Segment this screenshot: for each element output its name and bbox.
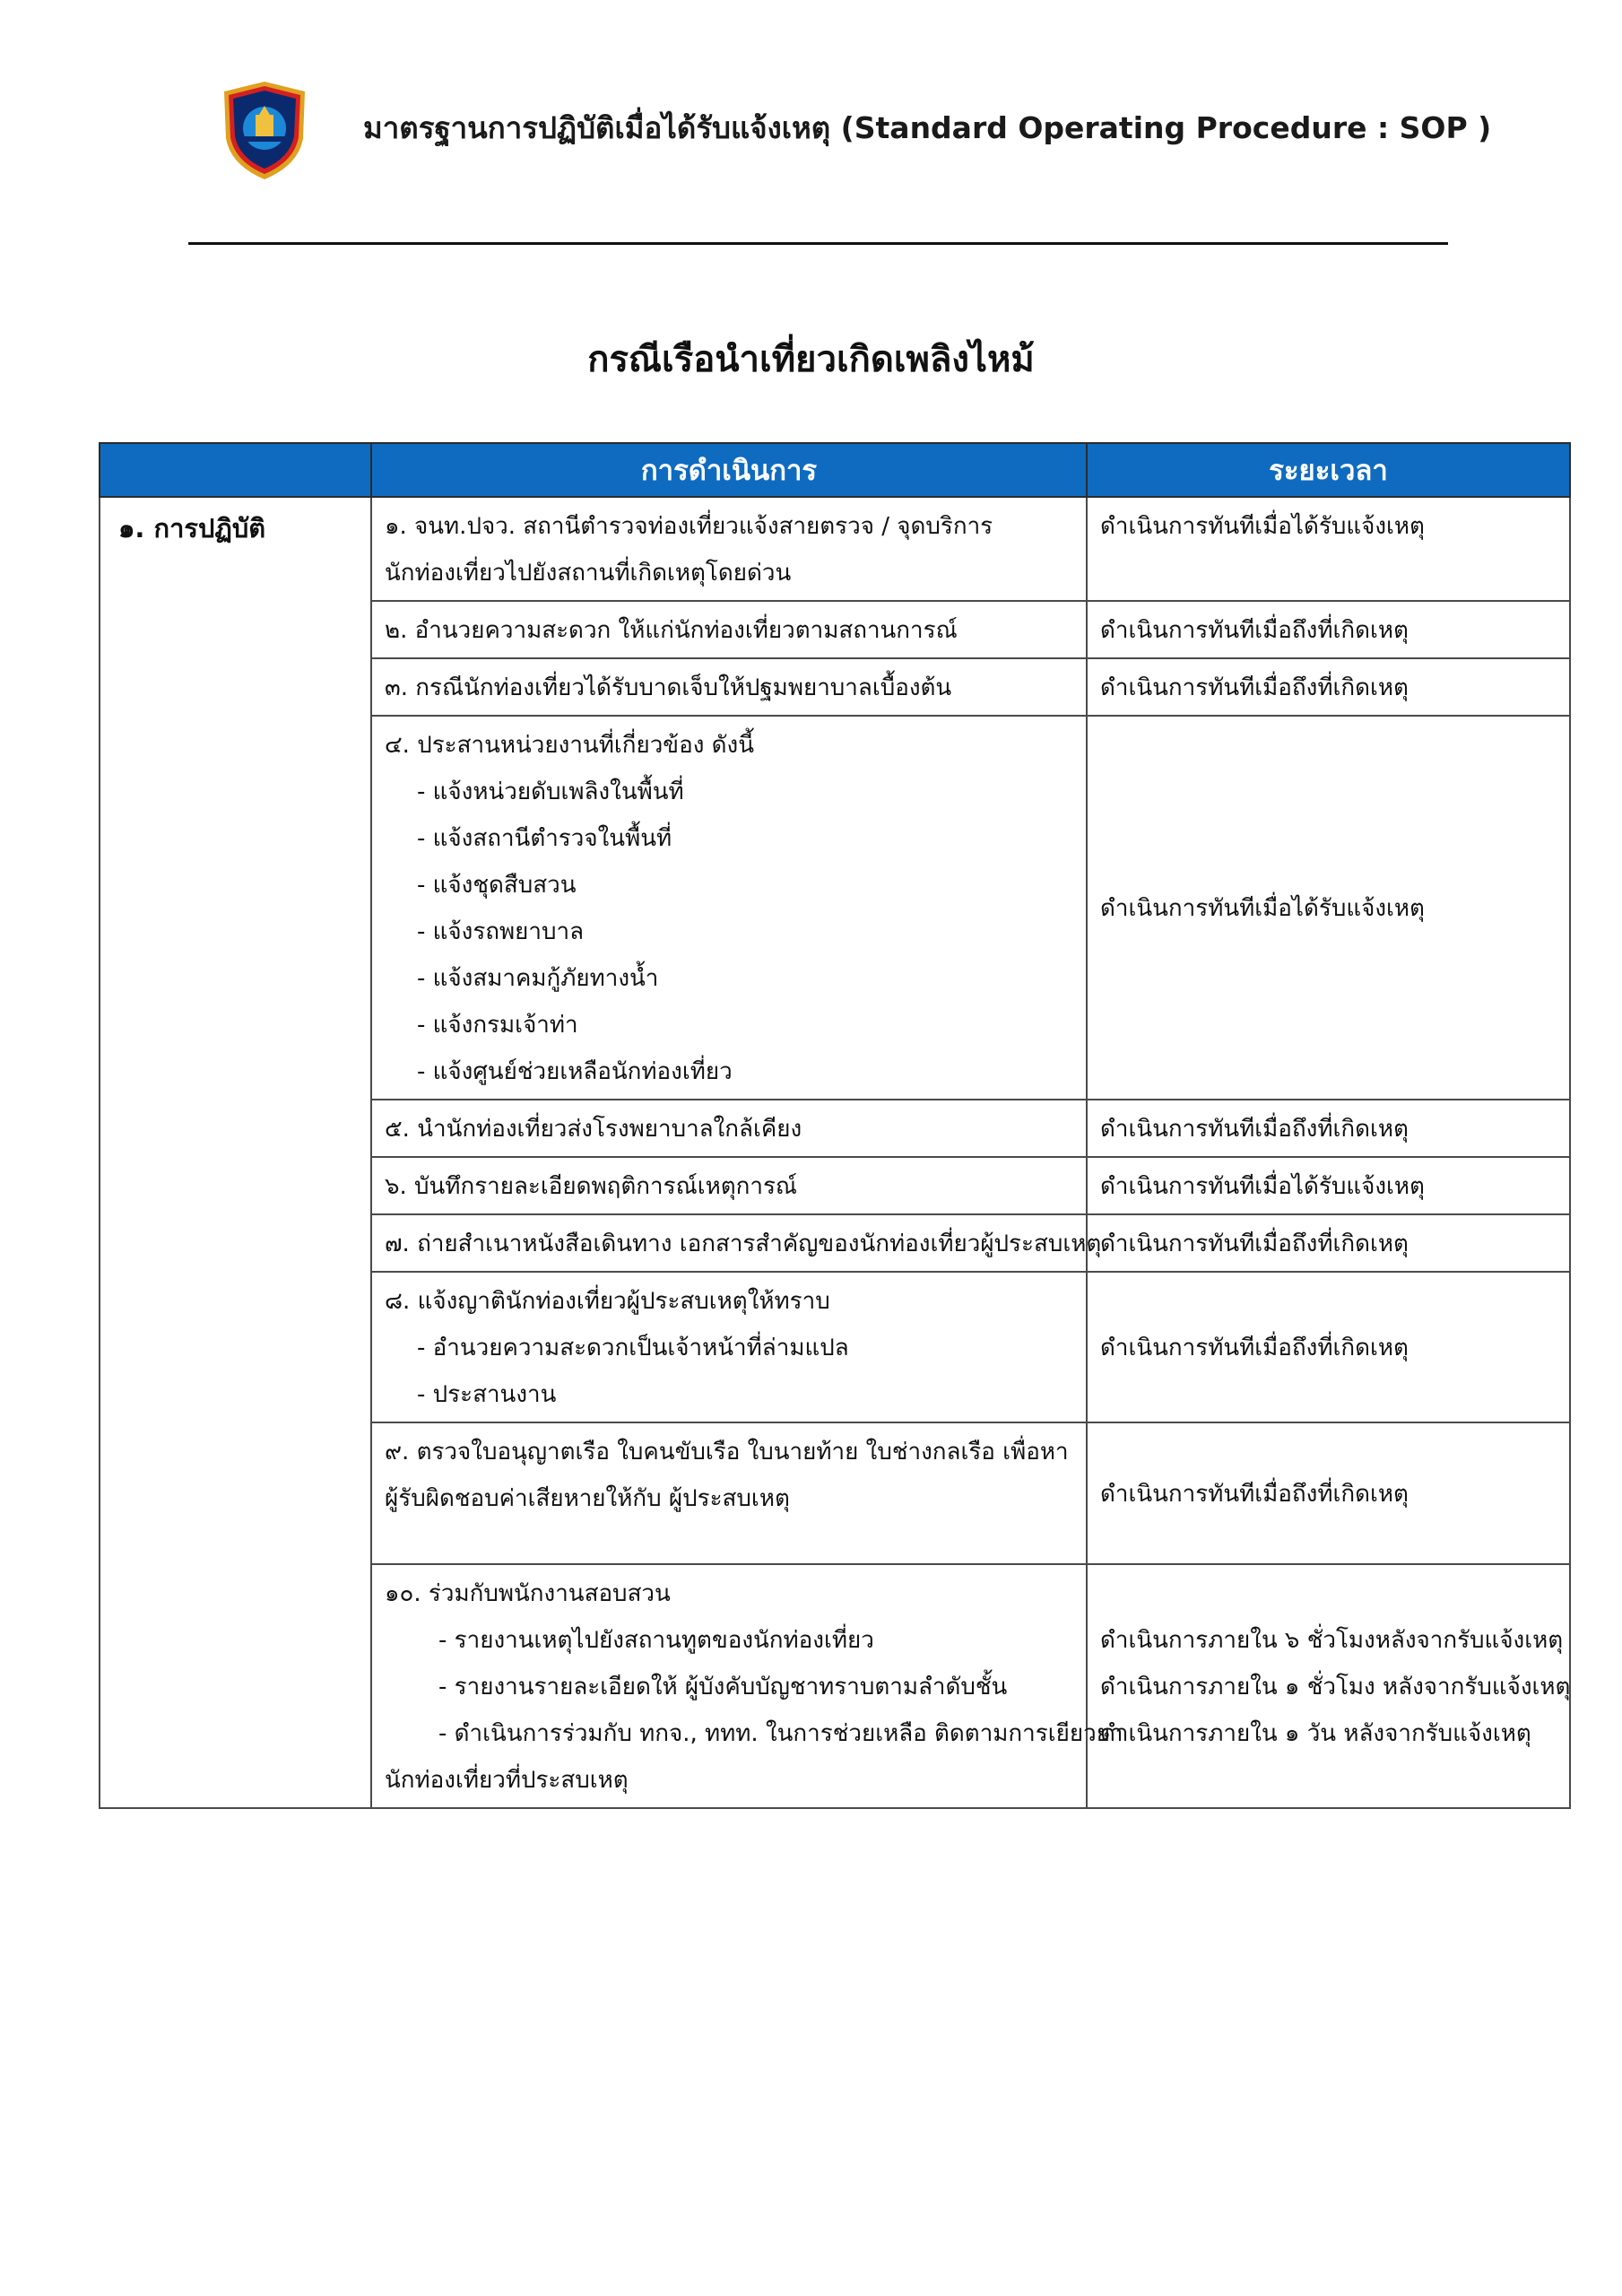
action-subline: - รายงานเหตุไปยังสถานทูตของนักท่องเที่ยว xyxy=(438,1627,874,1654)
action-cell xyxy=(371,658,1087,716)
action-line: ๒. อำนวยความสะดวก ให้แก่นักท่องเที่ยวตามสถานการณ์ xyxy=(385,617,958,644)
duration-line: ดำเนินการทันทีเมื่อถึงที่เกิดเหตุ xyxy=(1100,1481,1409,1508)
table-header-row xyxy=(100,443,1570,497)
header-divider xyxy=(188,242,1448,245)
action-line: ๑๐. ร่วมกับพนักงานสอบสวน xyxy=(385,1580,671,1607)
action-line: ๙. ตรวจใบอนุญาตเรือ ใบคนขับเรือ ใบนายท้าย ใบช่างกลเรือ เพื่อหา xyxy=(385,1439,1069,1465)
duration-line: ดำเนินการทันทีเมื่อได้รับแจ้งเหตุ xyxy=(1100,1173,1425,1200)
action-cell xyxy=(371,1100,1087,1157)
action-line: นักท่องเที่ยวที่ประสบเหตุ xyxy=(385,1767,629,1794)
duration-line: ดำเนินการทันทีเมื่อได้รับแจ้งเหตุ xyxy=(1100,895,1425,922)
action-subline: - แจ้งศูนย์ช่วยเหลือนักท่องเที่ยว xyxy=(417,1058,733,1085)
duration-line: ดำเนินการทันทีเมื่อถึงที่เกิดเหตุ xyxy=(1100,674,1409,701)
duration-line: ดำเนินการทันทีเมื่อถึงที่เกิดเหตุ xyxy=(1100,1116,1409,1143)
duration-line: ดำเนินการภายใน ๖ ชั่วโมงหลังจากรับแจ้งเหตุ xyxy=(1100,1627,1564,1654)
action-line: ๔. ประสานหน่วยงานที่เกี่ยวข้อง ดังนี้ xyxy=(385,732,755,759)
action-subline: - ประสานงาน xyxy=(417,1381,557,1408)
action-subline: - แจ้งสมาคมกู้ภัยทางน้ำ xyxy=(417,965,659,992)
duration-cell xyxy=(1087,1272,1570,1422)
action-line: ๘. แจ้งญาตินักท่องเที่ยวผู้ประสบเหตุให้ทราบ xyxy=(385,1288,830,1315)
duration-line: ดำเนินการทันทีเมื่อถึงที่เกิดเหตุ xyxy=(1100,1231,1409,1257)
header-title: มาตรฐานการปฏิบัติเมื่อได้รับแจ้งเหตุ (Standard Operating Procedure : SOP ) xyxy=(363,110,1492,145)
action-line: ๑. จนท.ปจว. สถานีตำรวจท่องเที่ยวแจ้งสายตรวจ / จุดบริการ xyxy=(385,513,993,540)
column-header-actions: การดำเนินการ xyxy=(371,443,1087,497)
duration-cell xyxy=(1087,1422,1570,1564)
duration-line: ดำเนินการทันทีเมื่อถึงที่เกิดเหตุ xyxy=(1100,617,1409,644)
duration-cell xyxy=(1087,1100,1570,1157)
duration-cell xyxy=(1087,1214,1570,1272)
duration-cell xyxy=(1087,1564,1570,1808)
duration-cell xyxy=(1087,658,1570,716)
action-subline: - รายงานรายละเอียดให้ ผู้บังคับบัญชาทราบตามลำดับชั้น xyxy=(438,1674,1008,1700)
action-cell xyxy=(371,1214,1102,1272)
action-line: ๗. ถ่ายสำเนาหนังสือเดินทาง เอกสารสำคัญของนักท่องเที่ยวผู้ประสบเหตุ xyxy=(385,1231,1102,1257)
action-line: ผู้รับผิดชอบค่าเสียหายให้กับ ผู้ประสบเหตุ xyxy=(385,1485,790,1512)
duration-line: ดำเนินการภายใน ๑ วัน หลังจากรับแจ้งเหตุ xyxy=(1100,1720,1531,1747)
sop-table xyxy=(99,442,1571,1809)
action-cell xyxy=(371,1422,1087,1564)
duration-cell xyxy=(1087,716,1570,1100)
action-cell xyxy=(371,601,1087,658)
action-subline: - อำนวยความสะดวกเป็นเจ้าหน้าที่ล่ามแปล xyxy=(417,1335,849,1361)
action-cell xyxy=(371,1157,1087,1214)
action-line: นักท่องเที่ยวไปยังสถานที่เกิดเหตุโดยด่วน xyxy=(385,560,792,587)
action-subline: - แจ้งหน่วยดับเพลิงในพื้นที่ xyxy=(417,778,684,805)
column-header-phase xyxy=(100,443,371,497)
duration-line: ดำเนินการทันทีเมื่อถึงที่เกิดเหตุ xyxy=(1100,1335,1409,1361)
action-line: ๓. กรณีนักท่องเที่ยวได้รับบาดเจ็บให้ปฐมพยาบาลเบื้องต้น xyxy=(385,674,952,701)
action-subline: - แจ้งสถานีตำรวจในพื้นที่ xyxy=(417,825,672,852)
duration-line: ดำเนินการภายใน ๑ ชั่วโมง หลังจากรับแจ้งเหตุ xyxy=(1100,1674,1571,1700)
action-cell xyxy=(371,1272,1087,1422)
column-header-duration: ระยะเวลา xyxy=(1087,443,1570,497)
document-title: กรณีเรือนำเที่ยวเกิดเพลิงไหม้ xyxy=(587,339,1035,380)
action-cell xyxy=(371,497,1087,601)
table-row xyxy=(100,497,1570,601)
action-subline: - แจ้งรถพยาบาล xyxy=(417,918,585,945)
action-cell xyxy=(371,716,1087,1100)
duration-line: ดำเนินการทันทีเมื่อได้รับแจ้งเหตุ xyxy=(1100,513,1425,540)
action-line: ๖. บันทึกรายละเอียดพฤติการณ์เหตุการณ์ xyxy=(385,1173,798,1200)
page-header xyxy=(220,79,1492,182)
action-cell xyxy=(371,1564,1123,1808)
duration-cell xyxy=(1087,497,1570,601)
action-line: ๕. นำนักท่องเที่ยวส่งโรงพยาบาลใกล้เคียง xyxy=(385,1116,802,1143)
duration-cell xyxy=(1087,601,1570,658)
duration-cell xyxy=(1087,1157,1570,1214)
action-subline: - แจ้งกรมเจ้าท่า xyxy=(417,1012,578,1039)
action-subline: - แจ้งชุดสืบสวน xyxy=(417,872,577,899)
tourist-police-logo xyxy=(220,79,309,182)
phase-cell: ๑. การปฏิบัติ xyxy=(100,497,371,1808)
action-subline: - ดำเนินการร่วมกับ ทกจ., ททท. ในการช่วยเหลือ ติดตามการเยียวยา xyxy=(438,1720,1123,1747)
